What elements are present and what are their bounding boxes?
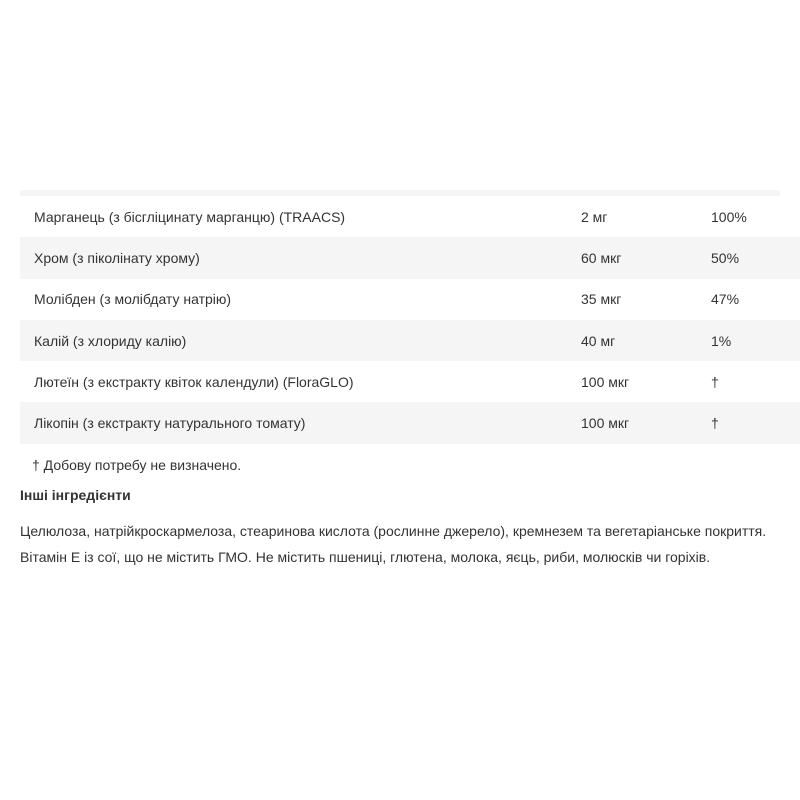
supplement-table <box>20 196 800 444</box>
nutrient-daily-value: 50% <box>697 237 800 278</box>
nutrient-name: Лютеїн (з екстракту квіток календули) (FloraGLO) <box>34 373 354 390</box>
nutrient-daily-value: 47% <box>711 291 740 308</box>
nutrient-daily-value: 1% <box>697 320 800 361</box>
table-row <box>20 320 800 361</box>
table-row <box>20 279 800 320</box>
nutrient-name: Хром (з піколінату хрому) <box>20 237 567 278</box>
supplement-facts-section <box>20 190 780 570</box>
other-ingredients-heading: Інші інгредієнти <box>20 486 131 503</box>
nutrient-amount: 60 мкг <box>567 237 697 278</box>
nutrient-name: Марганець (з бісгліцинату марганцю) (TRAACS) <box>34 208 346 225</box>
table-row <box>20 196 800 237</box>
nutrient-amount: 35 мкг <box>581 291 622 308</box>
other-ingredients-text: Целюлоза, натрійкроскармелоза, стеаринова кислота (рослинне джерело), кремнезем та вегетаріанське покриття. Вітамін Е із сої, що не містить ГМО. Не містить пшениці, глютена, молока, яєць, риби, молюсків чи горіхів. <box>20 522 767 565</box>
nutrient-daily-value: † <box>697 402 800 443</box>
table-row <box>20 402 800 443</box>
nutrient-daily-value: † <box>711 373 719 390</box>
nutrient-amount: 100 мкг <box>567 402 697 443</box>
nutrient-name: Калій (з хлориду калію) <box>20 320 567 361</box>
nutrient-daily-value: 100% <box>711 208 747 225</box>
nutrient-name: Лікопін (з екстракту натурального томату) <box>20 402 567 443</box>
nutrient-amount: 100 мкг <box>581 373 630 390</box>
nutrient-amount: 2 мг <box>581 208 608 225</box>
table-row <box>20 361 800 402</box>
nutrient-amount: 40 мг <box>567 320 697 361</box>
table-row <box>20 237 800 278</box>
nutrient-name: Молібден (з молібдату натрію) <box>34 291 232 308</box>
daily-value-footnote: † Добову потребу не визначено. <box>32 456 242 473</box>
